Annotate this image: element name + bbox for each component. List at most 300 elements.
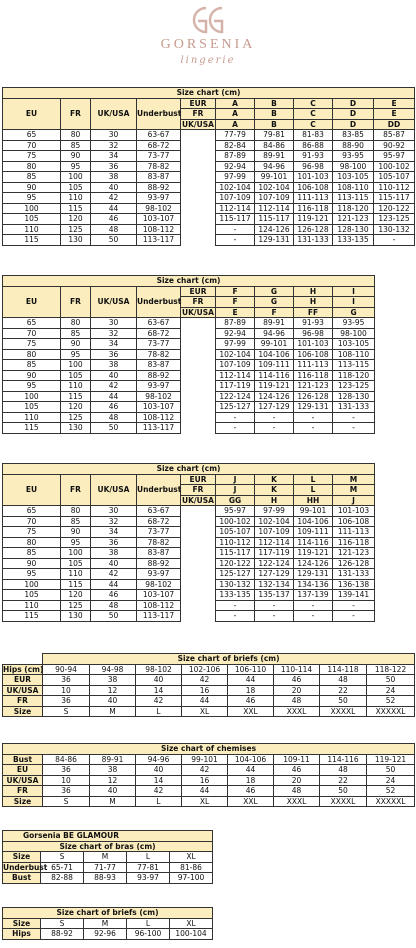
- table-cell: 110: [3, 224, 61, 235]
- table-cell: 50: [91, 423, 137, 434]
- table-cell: 103-107: [137, 590, 181, 601]
- table-cell: 102-104: [255, 516, 294, 527]
- table-cell: XL: [170, 852, 213, 863]
- spacer-cell: [181, 391, 216, 402]
- size-chart-1: [2, 87, 415, 246]
- table-cell: 115-117: [216, 214, 255, 225]
- table-cell: M: [90, 796, 136, 807]
- spacer-cell: [181, 423, 216, 434]
- table-cell: 83-87: [137, 360, 181, 371]
- table-cell: 40: [136, 675, 182, 686]
- table-cell: -: [294, 423, 333, 434]
- row-header: EUR: [3, 675, 43, 686]
- table-cell: 131-133: [294, 235, 333, 246]
- table-row: [3, 786, 415, 797]
- table-cell: 124-126: [255, 391, 294, 402]
- table-cell: L: [136, 796, 182, 807]
- table-cell: -: [255, 423, 294, 434]
- table-cell: 63-67: [137, 130, 181, 141]
- table-cell: 48: [274, 696, 320, 707]
- cup-size-header: D: [333, 98, 374, 109]
- table-cell: 137-139: [294, 590, 333, 601]
- table-cell: 114-116: [294, 537, 333, 548]
- spacer-cell: [181, 537, 216, 548]
- table-row: [3, 796, 415, 807]
- table-cell: 100: [3, 391, 61, 402]
- table-cell: -: [216, 235, 255, 246]
- table-cell: 65: [3, 506, 61, 517]
- table-cell: 34: [91, 151, 137, 162]
- table-cell: 104-106: [228, 754, 274, 765]
- table-cell: 116-118: [294, 370, 333, 381]
- table-cell: 97-99: [216, 172, 255, 183]
- column-header: EU: [3, 286, 61, 318]
- table-cell: 42: [136, 696, 182, 707]
- table-cell: 14: [136, 775, 182, 786]
- table-cell: 121-123: [333, 214, 374, 225]
- table-cell: 95: [61, 537, 91, 548]
- glamour-briefs-chart: [2, 907, 213, 940]
- table-cell: 93-97: [127, 873, 170, 884]
- table-cell: -: [333, 611, 375, 622]
- table-cell: 126-128: [333, 558, 375, 569]
- table-cell: 99-101: [294, 506, 333, 517]
- cup-size-header: M: [333, 474, 375, 485]
- table-row: [3, 664, 415, 675]
- table-row: [3, 349, 375, 360]
- chart-3-title: Size chart (cm): [3, 464, 375, 475]
- table-cell: 78-82: [137, 161, 181, 172]
- cup-size-header: K: [255, 485, 294, 496]
- table-cell: 65-71: [41, 862, 84, 873]
- table-cell: 113-115: [333, 360, 375, 371]
- table-cell: XL: [170, 918, 213, 929]
- table-cell: 113-117: [137, 235, 181, 246]
- table-row: [3, 548, 375, 559]
- table-cell: 115: [61, 579, 91, 590]
- table-cell: 103-105: [333, 339, 375, 350]
- table-cell: 78-82: [137, 349, 181, 360]
- cup-system-label: UK/USA: [182, 119, 214, 129]
- table-cell: 130-132: [374, 224, 415, 235]
- cup-size-header: G: [255, 297, 294, 308]
- table-cell: 40: [91, 370, 137, 381]
- spacer-cell: [181, 193, 216, 204]
- table-cell: 93-97: [137, 193, 181, 204]
- column-header: FR: [61, 286, 91, 318]
- table-row: [3, 381, 375, 392]
- spacer-cell: [181, 203, 216, 214]
- table-row: [3, 318, 375, 329]
- table-cell: 80: [61, 318, 91, 329]
- table-cell: 83-87: [137, 548, 181, 559]
- table-cell: 125: [61, 600, 91, 611]
- table-cell: 112-114: [216, 203, 255, 214]
- table-cell: 115: [3, 423, 61, 434]
- table-cell: 40: [91, 558, 137, 569]
- spacer-cell: [181, 506, 216, 517]
- table-row: [3, 754, 415, 765]
- table-row: [3, 402, 375, 413]
- row-header: UK/USA: [3, 775, 43, 786]
- table-cell: 99-101: [255, 339, 294, 350]
- table-cell: 40: [90, 786, 136, 797]
- table-row: [3, 360, 375, 371]
- table-cell: 108-110: [333, 182, 374, 193]
- table-cell: 106-108: [294, 182, 333, 193]
- table-cell: 91-93: [294, 151, 333, 162]
- table-cell: 109-111: [294, 527, 333, 538]
- row-header: Size: [3, 852, 41, 863]
- table-cell: 88-90: [333, 140, 374, 151]
- brand-tagline: lingerie: [180, 55, 236, 66]
- brand-name: GORSENIA: [160, 37, 256, 52]
- row-header: Size: [3, 918, 41, 929]
- table-cell: 93-97: [137, 381, 181, 392]
- table-cell: 32: [91, 516, 137, 527]
- table-row: [3, 537, 375, 548]
- spacer-cell: [181, 349, 216, 360]
- table-cell: 127-129: [255, 402, 294, 413]
- table-cell: 125: [61, 412, 91, 423]
- table-cell: 20: [274, 685, 320, 696]
- table-row: [3, 224, 415, 235]
- table-row: [3, 151, 415, 162]
- size-chart-3: [2, 463, 375, 622]
- table-cell: 44: [228, 765, 274, 776]
- table-cell: 103-105: [333, 172, 374, 183]
- table-row: [3, 203, 415, 214]
- table-cell: XL: [182, 706, 228, 717]
- table-row: [3, 506, 375, 517]
- table-cell: 105-107: [216, 527, 255, 538]
- table-cell: 123-125: [374, 214, 415, 225]
- cup-system-label: FR: [181, 297, 216, 308]
- table-cell: 50: [320, 786, 367, 797]
- table-cell: 98-100: [333, 328, 375, 339]
- table-cell: 130: [61, 611, 91, 622]
- table-cell: -: [294, 611, 333, 622]
- table-cell: XXXXXL: [367, 706, 415, 717]
- table-cell: 46: [274, 675, 320, 686]
- table-cell: 48: [274, 786, 320, 797]
- spacer-cell: [181, 224, 216, 235]
- table-row: [3, 214, 415, 225]
- cup-system-label: EUR: [181, 474, 216, 485]
- table-cell: 115-117: [255, 214, 294, 225]
- table-cell: M: [84, 852, 127, 863]
- table-cell: 97-99: [216, 339, 255, 350]
- cup-size-header: F: [216, 297, 255, 308]
- table-cell: 40: [91, 182, 137, 193]
- spacer-cell: [181, 402, 216, 413]
- table-cell: 139-141: [333, 590, 375, 601]
- briefs-title: Size chart of briefs (cm): [43, 654, 415, 665]
- table-cell: 103-107: [137, 214, 181, 225]
- table-row: [3, 873, 213, 884]
- size-chart-2: [2, 275, 375, 434]
- table-cell: 34: [91, 339, 137, 350]
- table-cell: 120: [61, 590, 91, 601]
- table-cell: XXL: [228, 796, 274, 807]
- table-cell: XXXXL: [320, 706, 367, 717]
- table-cell: 30: [91, 318, 137, 329]
- table-cell: 118-120: [333, 203, 374, 214]
- spacer-cell: [181, 590, 216, 601]
- column-header: UK/USA: [91, 98, 137, 130]
- table-row: [3, 685, 415, 696]
- table-cell: 129-131: [294, 402, 333, 413]
- table-row: [3, 590, 375, 601]
- table-cell: 88-92: [137, 370, 181, 381]
- table-cell: 100-104: [170, 929, 213, 940]
- table-cell: 125-127: [216, 569, 255, 580]
- table-cell: 80: [3, 161, 61, 172]
- table-cell: 36: [43, 696, 90, 707]
- table-cell: L: [127, 852, 170, 863]
- table-cell: 40: [90, 696, 136, 707]
- table-cell: 100: [3, 203, 61, 214]
- table-cell: 120: [61, 402, 91, 413]
- spacer-cell: [181, 161, 216, 172]
- glamour-briefs-title: Size chart of briefs (cm): [3, 908, 213, 919]
- table-cell: 119-121: [294, 548, 333, 559]
- table-cell: 44: [91, 579, 137, 590]
- table-cell: 116-118: [294, 203, 333, 214]
- table-cell: 96-98: [294, 161, 333, 172]
- table-cell: 95: [3, 569, 61, 580]
- table-cell: 130: [61, 235, 91, 246]
- table-cell: 38: [90, 765, 136, 776]
- cup-size-header: C: [294, 98, 333, 109]
- table-cell: 83-85: [333, 130, 374, 141]
- spacer-cell: [181, 611, 216, 622]
- table-cell: 92-96: [84, 929, 127, 940]
- row-header: Underbust: [3, 862, 48, 872]
- table-cell: XXL: [228, 706, 274, 717]
- table-row: [3, 696, 415, 707]
- table-cell: 119-121: [367, 754, 415, 765]
- table-cell: L: [136, 706, 182, 717]
- table-cell: 128-130: [333, 224, 374, 235]
- table-cell: 102-104: [216, 182, 255, 193]
- table-cell: 85-87: [374, 130, 415, 141]
- table-cell: 113-115: [333, 193, 374, 204]
- table-row: [3, 852, 213, 863]
- table-cell: 42: [136, 786, 182, 797]
- table-cell: S: [41, 852, 84, 863]
- table-cell: 113-117: [137, 423, 181, 434]
- spacer-cell: [181, 381, 216, 392]
- spacer-cell: [181, 558, 216, 569]
- table-cell: 92-94: [216, 161, 255, 172]
- glamour-bras-subtitle: Size chart of bras (cm): [3, 841, 213, 852]
- table-cell: 112-114: [255, 537, 294, 548]
- table-cell: 77-81: [127, 862, 170, 873]
- table-cell: 100-102: [374, 161, 415, 172]
- table-cell: 105: [3, 402, 61, 413]
- cup-size-header: GG: [216, 495, 255, 506]
- table-cell: 124-126: [294, 558, 333, 569]
- table-cell: 111-113: [294, 193, 333, 204]
- table-cell: 84-86: [43, 754, 90, 765]
- table-cell: 117-119: [216, 381, 255, 392]
- table-cell: 129-131: [255, 235, 294, 246]
- table-cell: 126-128: [294, 224, 333, 235]
- table-cell: 16: [182, 775, 228, 786]
- spacer-cell: [181, 339, 216, 350]
- table-cell: 99-101: [182, 754, 228, 765]
- cup-size-header: C: [294, 109, 333, 120]
- table-cell: 101-103: [294, 339, 333, 350]
- table-cell: 128-130: [333, 391, 375, 402]
- table-cell: 105-107: [374, 172, 415, 183]
- table-cell: -: [216, 611, 255, 622]
- table-cell: 85: [61, 140, 91, 151]
- table-cell: 48: [91, 412, 137, 423]
- table-cell: -: [216, 412, 255, 423]
- table-row: [3, 579, 375, 590]
- table-cell: 88-92: [41, 929, 84, 940]
- table-cell: 105: [61, 370, 91, 381]
- cup-system-label: UK/USA: [182, 495, 214, 505]
- table-cell: 94-96: [136, 754, 182, 765]
- table-cell: 121-123: [333, 548, 375, 559]
- table-cell: XXXL: [274, 796, 320, 807]
- table-cell: 110-112: [216, 537, 255, 548]
- table-cell: 90: [3, 370, 61, 381]
- column-header: UK/USA: [91, 474, 137, 506]
- cup-size-header: DD: [374, 119, 415, 130]
- table-cell: 100-102: [216, 516, 255, 527]
- spacer-cell: [181, 527, 216, 538]
- spacer-cell: [181, 140, 216, 151]
- table-cell: 46: [228, 786, 274, 797]
- cup-size-header: H: [294, 286, 333, 297]
- table-cell: 73-77: [137, 151, 181, 162]
- table-row: [3, 929, 213, 940]
- table-cell: 85: [3, 360, 61, 371]
- spacer-cell: [181, 360, 216, 371]
- table-cell: S: [43, 796, 90, 807]
- table-cell: 111-113: [294, 360, 333, 371]
- table-cell: 106-108: [333, 516, 375, 527]
- table-cell: 119-121: [294, 214, 333, 225]
- spacer-cell: [181, 600, 216, 611]
- cup-size-header: H: [294, 297, 333, 308]
- cup-size-header: G: [333, 307, 375, 318]
- table-cell: 102-104: [255, 182, 294, 193]
- cup-size-header: B: [255, 98, 294, 109]
- table-cell: 46: [91, 214, 137, 225]
- table-cell: 106-108: [294, 349, 333, 360]
- table-cell: 107-109: [216, 360, 255, 371]
- table-cell: 100: [61, 172, 91, 183]
- table-cell: 24: [367, 775, 415, 786]
- table-cell: 117-119: [255, 548, 294, 559]
- column-header: EU: [3, 474, 61, 506]
- table-cell: 95-97: [374, 151, 415, 162]
- table-cell: 120: [61, 214, 91, 225]
- table-cell: 75: [3, 339, 61, 350]
- table-cell: 104-106: [294, 516, 333, 527]
- column-header: Underbust: [137, 98, 181, 130]
- table-row: [3, 675, 415, 686]
- table-cell: 38: [91, 360, 137, 371]
- cup-size-header: FF: [294, 307, 333, 318]
- table-cell: 73-77: [137, 339, 181, 350]
- table-cell: -: [255, 600, 294, 611]
- table-cell: 95: [61, 161, 91, 172]
- table-cell: 107-109: [255, 193, 294, 204]
- table-cell: 115: [3, 235, 61, 246]
- table-cell: 73-77: [137, 527, 181, 538]
- row-header: FR: [3, 696, 43, 707]
- table-cell: 16: [182, 685, 228, 696]
- table-cell: XL: [182, 796, 228, 807]
- table-cell: 68-72: [137, 328, 181, 339]
- briefs-chart: [2, 653, 415, 717]
- table-cell: 86-88: [294, 140, 333, 151]
- table-cell: 46: [91, 590, 137, 601]
- table-row: [3, 182, 415, 193]
- cup-size-header: C: [294, 119, 333, 130]
- table-row: [3, 527, 375, 538]
- table-cell: 18: [228, 685, 274, 696]
- table-row: [3, 130, 415, 141]
- table-cell: -: [333, 600, 375, 611]
- table-cell: 105: [61, 558, 91, 569]
- table-cell: 48: [91, 600, 137, 611]
- table-cell: 95: [61, 349, 91, 360]
- table-cell: 44: [228, 675, 274, 686]
- table-cell: 121-123: [294, 381, 333, 392]
- column-header: Underbust: [137, 286, 181, 318]
- table-cell: 70: [3, 516, 61, 527]
- table-cell: 131-133: [333, 569, 375, 580]
- table-cell: 68-72: [137, 140, 181, 151]
- chemises-chart: [2, 743, 415, 807]
- spacer-cell: [181, 130, 216, 141]
- table-cell: 95: [3, 193, 61, 204]
- table-cell: 110: [61, 381, 91, 392]
- table-cell: L: [127, 918, 170, 929]
- table-cell: S: [41, 918, 84, 929]
- cup-size-header: I: [333, 286, 375, 297]
- table-cell: 110-114: [274, 664, 320, 675]
- table-cell: 93-97: [137, 569, 181, 580]
- spacer-cell: [181, 182, 216, 193]
- table-cell: 106-110: [228, 664, 274, 675]
- spacer-cell: [181, 328, 216, 339]
- table-cell: S: [43, 706, 90, 717]
- table-cell: 81-86: [170, 862, 213, 873]
- table-cell: 12: [90, 775, 136, 786]
- table-cell: XXXXL: [320, 796, 367, 807]
- table-cell: 100: [61, 548, 91, 559]
- table-cell: 112-114: [216, 370, 255, 381]
- spacer-cell: [181, 412, 216, 423]
- table-cell: 83-87: [137, 172, 181, 183]
- table-cell: 109-11: [274, 754, 320, 765]
- table-cell: 127-129: [255, 569, 294, 580]
- table-cell: 52: [367, 786, 415, 797]
- row-header: Size: [3, 706, 43, 717]
- spacer-cell: [181, 318, 216, 329]
- table-cell: 94-96: [255, 161, 294, 172]
- table-cell: 20: [274, 775, 320, 786]
- table-cell: 36: [91, 537, 137, 548]
